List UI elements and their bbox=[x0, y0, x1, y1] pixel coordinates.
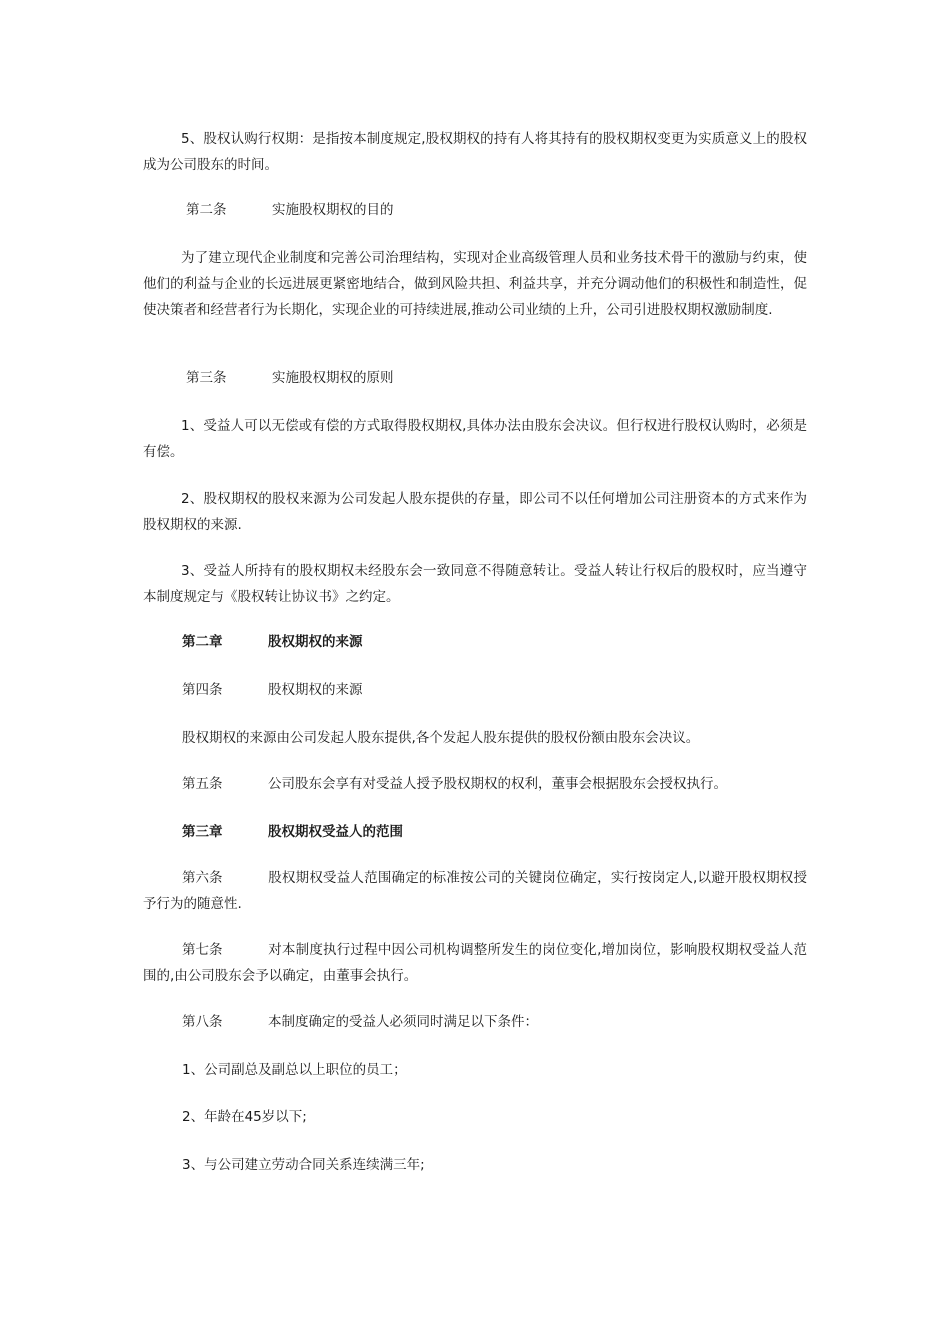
article-4-heading bbox=[182, 677, 363, 703]
article-3-heading bbox=[186, 365, 394, 391]
article-label: 第二条 bbox=[186, 202, 227, 218]
article-label: 第八条 bbox=[182, 1014, 223, 1030]
article-label: 第三条 bbox=[186, 370, 227, 386]
article-text: 对本制度执行过程中因公司机构调整所发生的岗位变化,增加岗位，影响股权期权受益人范围的,由公司股东会予以确定，由董事会执行。 bbox=[143, 942, 807, 984]
paragraph-source: 股权期权的来源由公司发起人股东提供,各个发起人股东提供的股权份额由股东会决议。 bbox=[182, 730, 700, 746]
article-title: 本制度确定的受益人必须同时满足以下条件： bbox=[268, 1014, 538, 1030]
chapter-2-heading bbox=[182, 629, 363, 655]
article-title: 实施股权期权的目的 bbox=[272, 202, 394, 218]
condition-3: 3、与公司建立劳动合同关系连续满三年; bbox=[182, 1157, 425, 1173]
article-label: 第四条 bbox=[182, 682, 223, 698]
article-text: 股权期权受益人范围确定的标准按公司的关键岗位确定，实行按岗定人,以避开股权期权授予行为的随意性. bbox=[143, 870, 807, 912]
article-title: 实施股权期权的原则 bbox=[272, 370, 394, 386]
paragraph-exercise-period: 5、股权认购行权期：是指按本制度规定,股权期权的持有人将其持有的股权期权变更为实质意义上的股权成为公司股东的时间。 bbox=[143, 131, 807, 173]
paragraph-purpose: 为了建立现代企业制度和完善公司治理结构，实现对企业高级管理人员和业务技术骨干的激励与约束，使他们的利益与企业的长远进展更紧密地结合，做到风险共担、利益共享，并充分调动他们的积极性和制造性，促使决策者和经营者行为长期化，实现企业的可持续进展,推动公司业绩的上升，公司引进股权期权激励制度. bbox=[143, 250, 807, 318]
article-label: 第五条 bbox=[182, 776, 223, 792]
article-7 bbox=[143, 937, 807, 989]
chapter-title: 股权期权的来源 bbox=[268, 634, 363, 650]
paragraph-principle-3: 3、受益人所持有的股权期权未经股东会一致同意不得随意转让。受益人转让行权后的股权时，应当遵守本制度规定与《股权转让协议书》之约定。 bbox=[143, 563, 807, 605]
article-6 bbox=[143, 865, 807, 917]
chapter-3-heading bbox=[182, 819, 403, 845]
paragraph-principle-2: 2、股权期权的股权来源为公司发起人股东提供的存量，即公司不以任何增加公司注册资本的方式来作为股权期权的来源. bbox=[143, 491, 807, 533]
article-5 bbox=[182, 771, 727, 797]
article-8-heading bbox=[182, 1009, 538, 1035]
article-title: 公司股东会享有对受益人授予股权期权的权利，董事会根据股东会授权执行。 bbox=[268, 776, 727, 792]
chapter-label: 第二章 bbox=[182, 634, 223, 650]
article-title: 股权期权的来源 bbox=[268, 682, 363, 698]
paragraph-principle-1: 1、受益人可以无偿或有偿的方式取得股权期权,具体办法由股东会决议。但行权进行股权认购时，必须是有偿。 bbox=[143, 418, 807, 460]
article-2-heading bbox=[186, 197, 394, 223]
condition-1: 1、公司副总及副总以上职位的员工； bbox=[182, 1062, 407, 1078]
chapter-label: 第三章 bbox=[182, 824, 223, 840]
chapter-title: 股权期权受益人的范围 bbox=[268, 824, 403, 840]
article-label: 第六条 bbox=[182, 870, 223, 886]
article-label: 第七条 bbox=[182, 942, 223, 958]
condition-2: 2、年龄在45岁以下; bbox=[182, 1109, 307, 1125]
